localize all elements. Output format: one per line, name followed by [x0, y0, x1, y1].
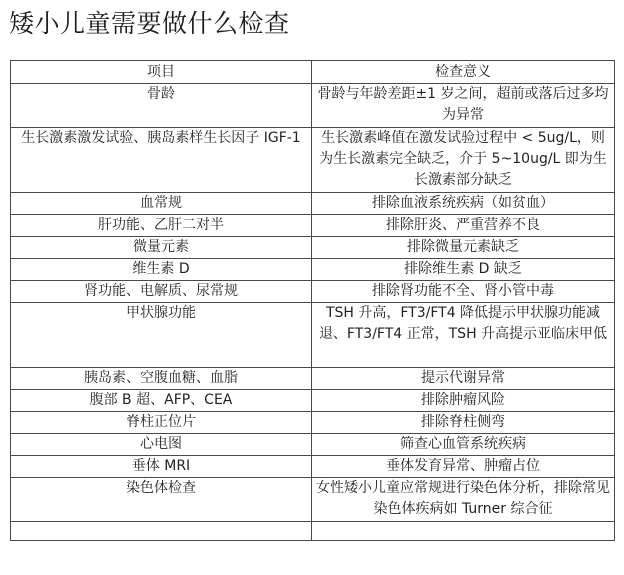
header-item: 项目: [11, 61, 312, 84]
item-cell: 脊柱正位片: [11, 412, 312, 434]
header-meaning: 检查意义: [312, 61, 615, 84]
item-cell: 肝功能、乙肝二对半: [11, 215, 312, 237]
table-row: [11, 193, 615, 215]
item-cell: [11, 522, 312, 541]
item-cell: 肾功能、电解质、尿常规: [11, 281, 312, 303]
meaning-cell: 排除脊柱侧弯: [312, 412, 615, 434]
meaning-cell: 排除肿瘤风险: [312, 390, 615, 412]
table-row: [11, 434, 615, 456]
meaning-cell: 提示代谢异常: [312, 368, 615, 390]
meaning-cell: 生长激素峰值在激发试验过程中 < 5ug/L，则为生长激素完全缺乏，介于 5~10ug/L 即为生长激素部分缺乏: [312, 128, 615, 193]
item-cell: 甲状腺功能: [11, 303, 312, 368]
item-cell: 腹部 B 超、AFP、CEA: [11, 390, 312, 412]
item-cell: 染色体检查: [11, 478, 312, 522]
table-row: [11, 368, 615, 390]
item-cell: 胰岛素、空腹血糖、血脂: [11, 368, 312, 390]
page-title: 矮小儿童需要做什么检查: [9, 9, 290, 38]
table-row: [11, 128, 615, 193]
item-cell: 骨龄: [11, 84, 312, 128]
meaning-cell: 骨龄与年龄差距±1 岁之间，超前或落后过多均为异常: [312, 84, 615, 128]
table-row: [11, 390, 615, 412]
table-header-row: [11, 61, 615, 84]
meaning-cell: TSH 升高，FT3/FT4 降低提示甲状腺功能减退、FT3/FT4 正常，TSH 升高提示亚临床甲低: [312, 303, 615, 368]
table-row: [11, 456, 615, 478]
table-row: [11, 281, 615, 303]
exam-table: [10, 60, 615, 541]
table-row: [11, 84, 615, 128]
item-cell: 生长激素激发试验、胰岛素样生长因子 IGF-1: [11, 128, 312, 193]
meaning-cell: 筛查心血管系统疾病: [312, 434, 615, 456]
item-cell: 垂体 MRI: [11, 456, 312, 478]
table-row: [11, 237, 615, 259]
item-cell: 维生素 D: [11, 259, 312, 281]
item-cell: 微量元素: [11, 237, 312, 259]
meaning-cell: 垂体发育异常、肿瘤占位: [312, 456, 615, 478]
meaning-cell: 排除肝炎、严重营养不良: [312, 215, 615, 237]
meaning-cell: 排除血液系统疾病（如贫血）: [312, 193, 615, 215]
meaning-cell: 女性矮小儿童应常规进行染色体分析，排除常见染色体疾病如 Turner 综合征: [312, 478, 615, 522]
table-row: [11, 259, 615, 281]
item-cell: 心电图: [11, 434, 312, 456]
meaning-cell: 排除维生素 D 缺乏: [312, 259, 615, 281]
meaning-cell: [312, 522, 615, 541]
table-row: [11, 478, 615, 522]
table-row: [11, 412, 615, 434]
table-row: [11, 522, 615, 541]
item-cell: 血常规: [11, 193, 312, 215]
table-row: [11, 215, 615, 237]
meaning-cell: 排除肾功能不全、肾小管中毒: [312, 281, 615, 303]
meaning-cell: 排除微量元素缺乏: [312, 237, 615, 259]
table-row: [11, 303, 615, 368]
